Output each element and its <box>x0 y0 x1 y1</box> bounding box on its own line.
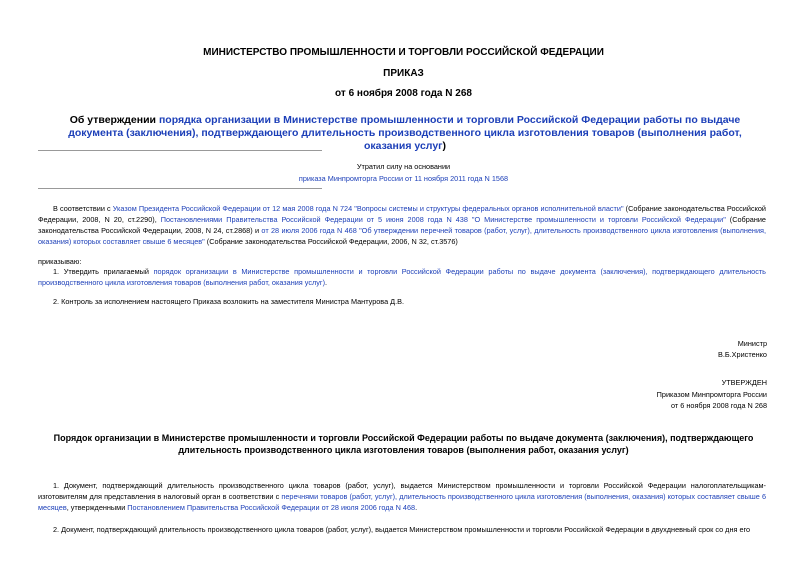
paragraph-text: 1. Документ, подтверждающий длительность производственного цикла товаров (работ, услуг), выдается Министерством промышленности и торговли Российской Федерации налогоплательщикам-изготовителям для представления в налоговый орган в соответствии с <box>38 481 766 501</box>
item-1 <box>38 266 766 288</box>
resolution-438-link[interactable]: Постановлениями Правительства Российской Федерации от 5 июня 2008 года N 438 "О Министерстве промышленности и торговли Российской Федерации" <box>160 215 726 224</box>
procedure-title: Порядок организации в Министерстве промышленности и торговли Российской Федерации работы по выдаче документа (заключения), подтверждающего длительность производственного цикла изготовления товаров (выполнения работ, оказания услуг) <box>53 433 754 455</box>
approved-label: УТВЕРЖДЕН <box>721 378 767 387</box>
order-word: приказываю: <box>38 257 82 266</box>
preamble-text: (Собрание законодательства Российской Федерации, 2008, N 20, ст.2290), <box>38 204 767 224</box>
order-title <box>60 114 750 153</box>
repeal-note: Утратил силу на основании <box>356 162 451 171</box>
approved-line-1: Приказом Минпромторга России <box>656 390 767 399</box>
doc-date-number: от 6 ноября 2008 года N 268 <box>335 88 472 99</box>
resolution-468-link-2[interactable]: Постановлением Правительства Российской Федерации от 28 июля 2006 года N 468 <box>127 503 416 512</box>
ministry-heading: МИНИСТЕРСТВО ПРОМЫШЛЕННОСТИ И ТОРГОВЛИ РОССИЙСКОЙ ФЕДЕРАЦИИ <box>203 47 604 58</box>
preamble-text: (Собрание законодательства Российской Федерации, 2006, N 32, ст.3576) <box>204 237 458 246</box>
preamble-text: В соответствии с <box>53 204 113 213</box>
title-prefix: Об утверждении <box>69 114 159 126</box>
item-1-text: 1. Утвердить прилагаемый <box>53 267 154 276</box>
paragraph-text: , утвержденными <box>66 503 128 512</box>
resolution-468-link[interactable]: от 28 июля 2006 года N 468 "Об утверждении перечней товаров (работ, услуг), длительность производственного цикла изготовления (выполнения, оказания) которых составляет свыше 6 месяцев" <box>38 226 767 246</box>
procedure-paragraph-1 <box>38 480 766 513</box>
signature-position: Министр <box>737 339 767 348</box>
title-link[interactable]: порядка организации в Министерстве промышленности и торговли Российской Федерации работы по выдаче документа (заключения), подтверждающего длительность производственного цикла изготовления товаров (выполнения работ, оказания услуг <box>68 114 742 152</box>
approved-line-2: от 6 ноября 2008 года N 268 <box>671 401 767 410</box>
signature-name: В.Б.Христенко <box>717 350 767 359</box>
lists-of-goods-link[interactable]: перечнями товаров (работ, услуг), длительность производственного цикла изготовления (выполнения, оказания) которых составляет свыше 6 месяцев <box>38 492 766 512</box>
divider-bottom <box>38 188 322 189</box>
title-suffix: ) <box>442 140 447 152</box>
item-2: 2. Контроль за исполнением настоящего Приказа возложить на заместителя Министра Мантурова Д.В. <box>53 297 405 306</box>
procedure-link[interactable]: порядок организации в Министерстве промышленности и торговли Российской Федерации работы по выдаче документа (заключения), подтверждающего длительность производственного цикла изготовления товаров (выполнения работ, оказания услуг) <box>38 267 766 287</box>
repeal-link[interactable]: приказа Минпромторга России от 11 ноября 2011 года N 1568 <box>298 174 509 183</box>
decree-724-link[interactable]: Указом Президента Российской Федерации от 12 мая 2008 года N 724 "Вопросы системы и структуры федеральных органов исполнительной власти" <box>112 204 624 213</box>
preamble-paragraph <box>38 203 766 247</box>
paragraph-text: . <box>415 503 418 512</box>
item-1-text: . <box>325 278 328 287</box>
divider-top <box>38 150 322 151</box>
preamble-text: (Собрание законодательства Российской Федерации, 2008, N 24, ст.2868) и <box>38 215 766 235</box>
procedure-paragraph-2: 2. Документ, подтверждающий длительность производственного цикла товаров (работ, услуг), выдается Министерством промышленности и торговли Российской Федерации в двухдневный срок со дня его <box>53 525 751 534</box>
doc-type: ПРИКАЗ <box>383 68 424 79</box>
